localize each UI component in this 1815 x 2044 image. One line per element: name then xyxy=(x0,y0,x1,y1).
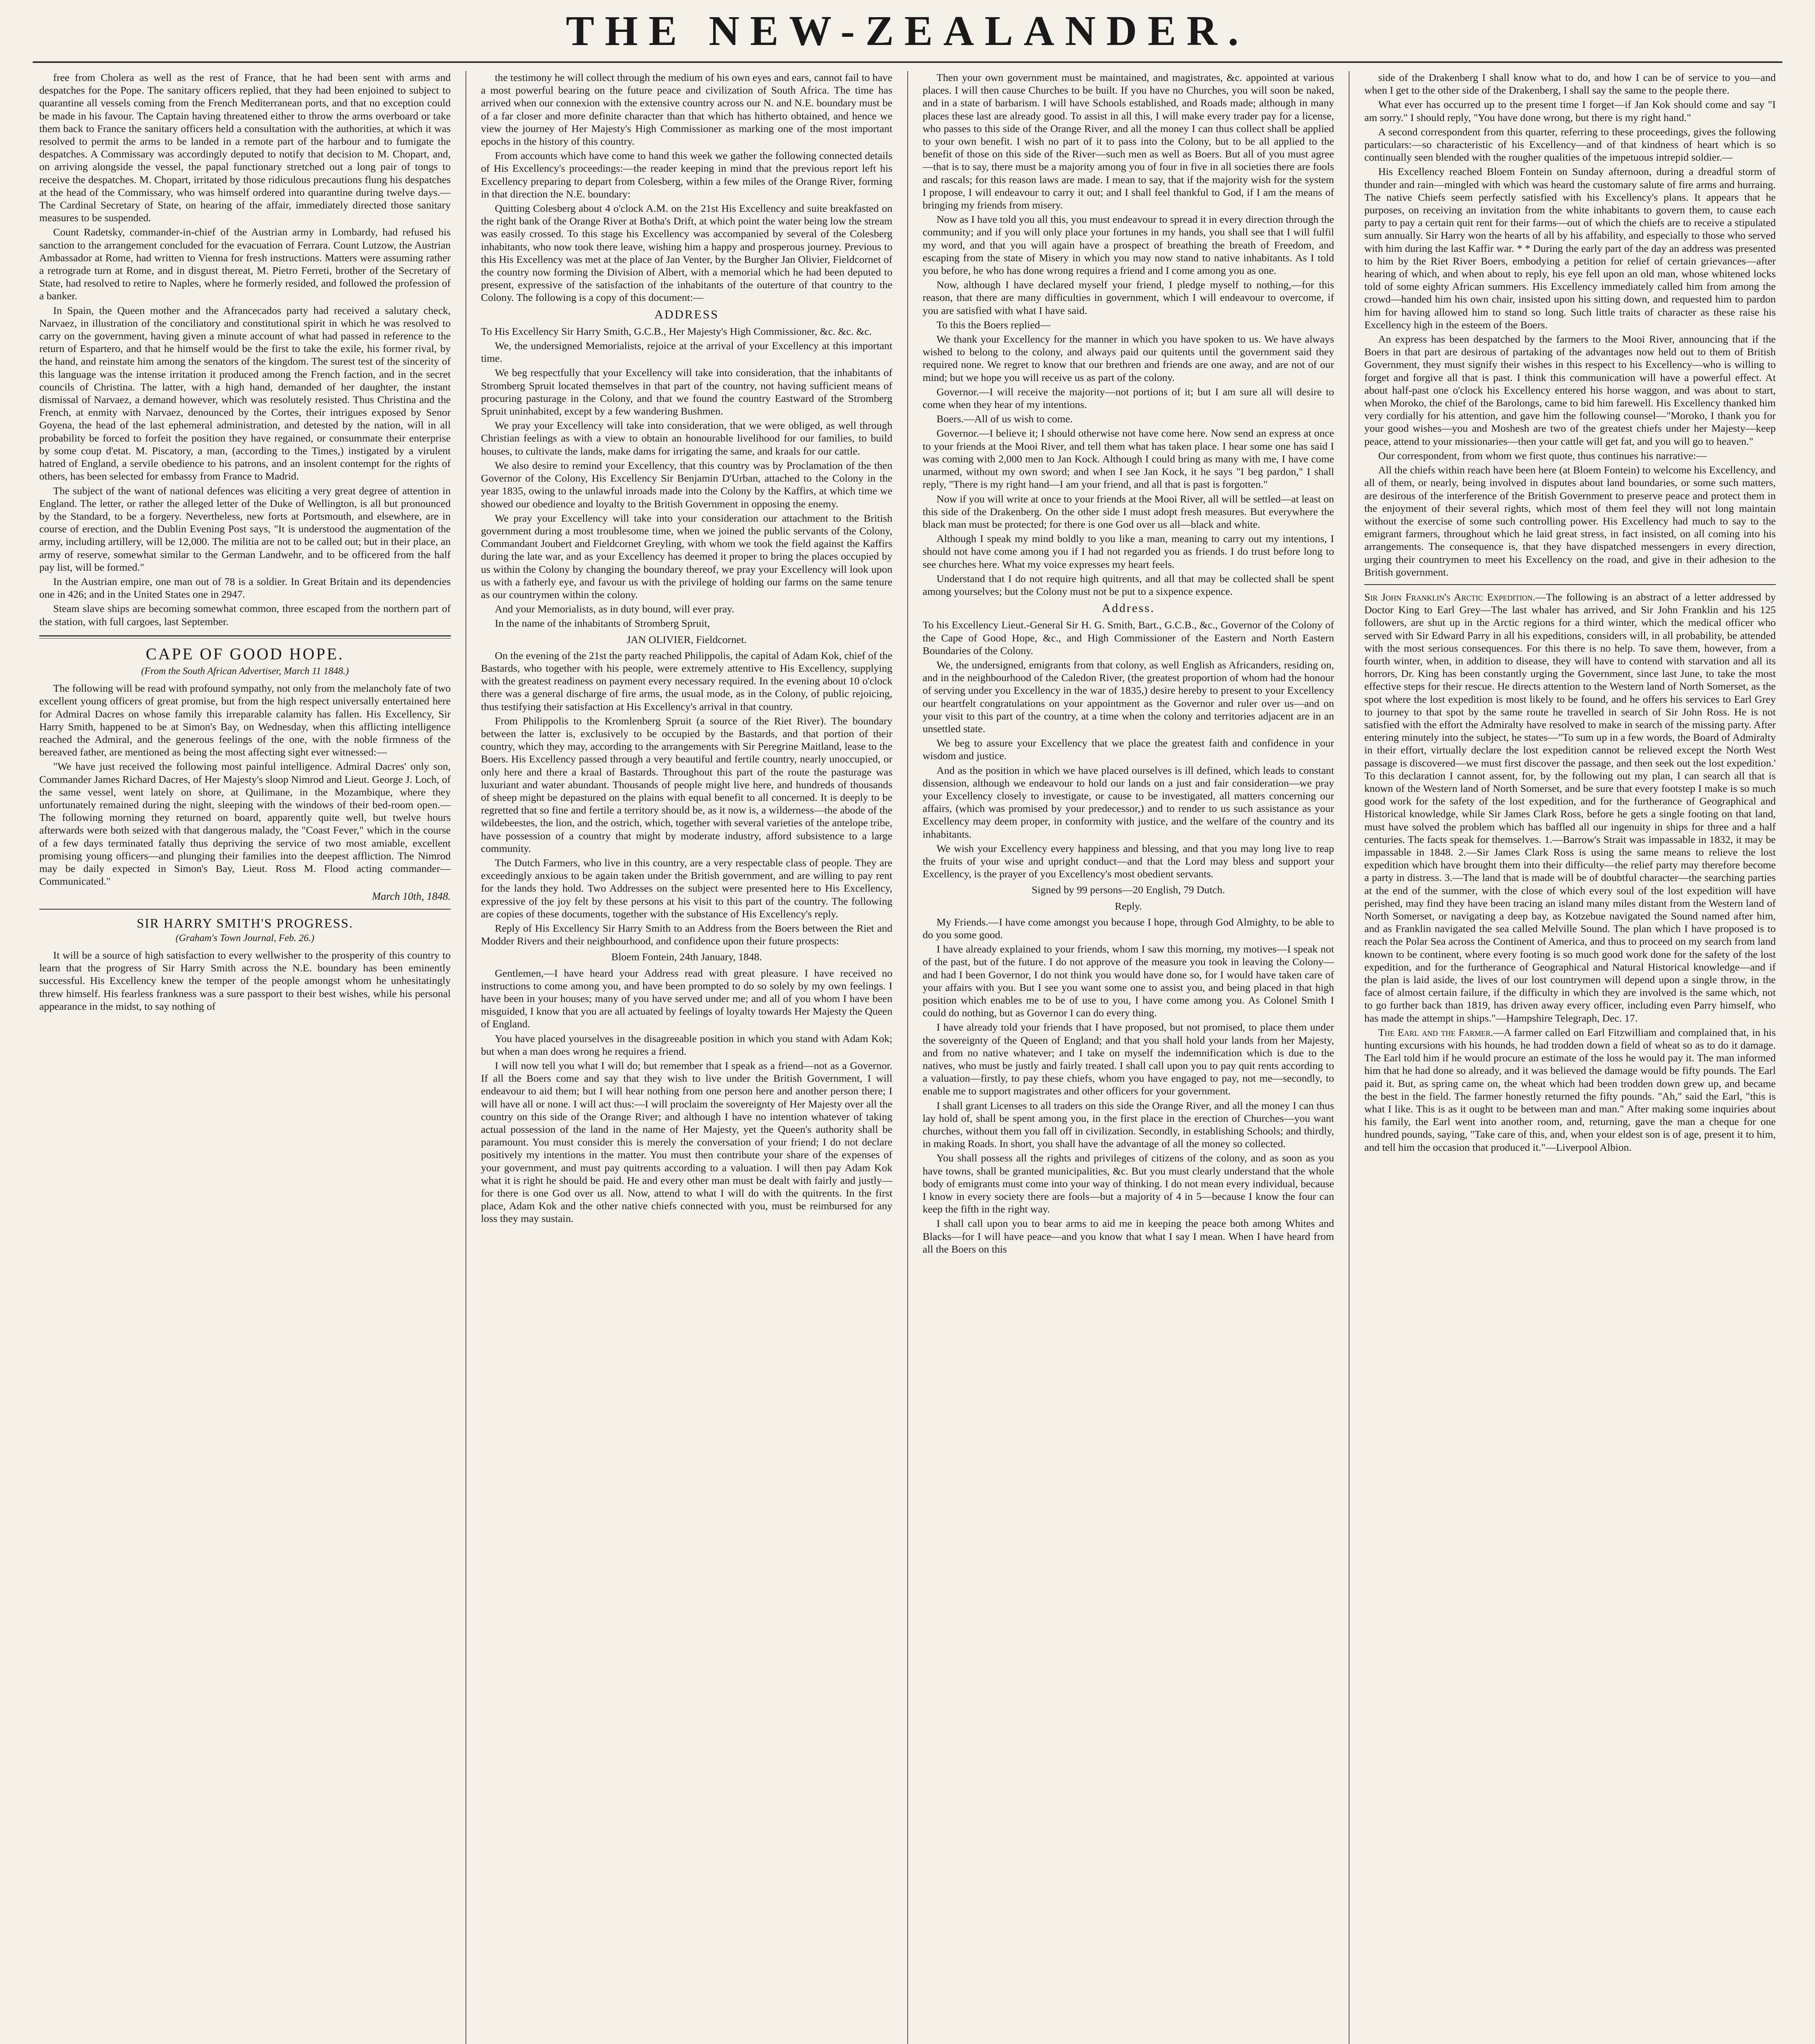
paragraph: We also desire to remind your Excellency, that this country was by Proclamation of the then Governor of the Colony, His Excellency Sir Benjamin D'Urban, attached to the Colony in the year 1835, owing to the unlawful inroads made into the Colony by the Kaffirs, at which time we showed our obedience and loyalty to the British Government in opposing the enemy. xyxy=(481,459,893,510)
paragraph: We pray your Excellency will take into your consideration our attachment to the British government during a most troublesome time, when we joined the public servants of the Colony, Commandant Joubert and Fieldcornet Greyling, with whom we took the field against the Kaffirs during the late war, and as your Excellency has deemed it proper to bring the places occupied by us within the Colony by changing the boundary thereof, we pray your Excellency will look upon us with a fatherly eye, and favour us with the privilege of holding our farms on the same tenure as our countrymen within the colony. xyxy=(481,512,893,601)
paragraph: We beg respectfully that your Excellency will take into consideration, that the inhabitants of Stromberg Spruit located themselves in that part of the country, not having sufficient means of procuring pasturage in the Colony, and that we found the country Eastward of the Stromberg Spruit uninhabited, except by a few wandering Bushmen. xyxy=(481,367,893,417)
paragraph: Our correspondent, from whom we first quote, thus continues his narrative:— xyxy=(1378,449,1707,462)
section-rule xyxy=(39,635,451,639)
article-rule-2 xyxy=(1364,584,1776,585)
paragraph: The Dutch Farmers, who live in this country, are a very respectable class of people. They are exceedingly anxious to be again taken under the British government, and are willing to pay rent for the lands they hold. Two Addresses on the subject were presented here to His Excellency, expressive of the joy felt by these persons at his visit to this part of the country. The following are copies of these documents, together with the substance of His Excellency's reply. xyxy=(481,856,893,920)
paragraph: the testimony he will collect through the medium of his own eyes and ears, cannot fail to have a most powerful bearing on the future peace and civilization of South Africa. The time has arrived when our connexion with the extensive country across our N. and N.E. boundary must be of a far closer and more definite character than that which has hitherto obtained, and hence we view the journey of Her Majesty's High Commissioner as marking one of the most important epochs in the history of this country. xyxy=(481,72,893,148)
paragraph: Gentlemen,—I have heard your Address read with great pleasure. I have received no instructions to come among you, and have been prompted to do so solely by my own feelings. I have been in your houses; many of you have served under me; and all of you whom I have been misguided, I know that you are all actuated by feelings of loyalty towards Her Majesty the Queen of England. xyxy=(481,967,893,1030)
paragraph: Quitting Colesberg about 4 o'clock A.M. on the 21st His Excellency and suite breakfasted on the right bank of the Orange River at Botha's Drift, at which point the water being low the stream was easily crossed. To this stage his Excellency was accompanied by several of the Colesberg inhabitants, who now took there leave, wishing him a happy and prosperous journey. Previous to this His Excellency was met at the place of Jan Venter, by the Burgher Jan Olivier, Fieldcornet of the country now forming the Division of Albert, with a memorial which he had been deputed to present, expressive of the satisfaction of the inhabitants of the outerture of that country to the Colony. The following is a copy of this document:— xyxy=(481,202,893,304)
paragraph: In the Austrian empire, one man out of 78 is a soldier. In Great Britain and its dependencies one in 426; and in the United States one in 2947. xyxy=(39,575,451,601)
paragraph: "We have just received the following most painful intelligence. Admiral Dacres' only son, Commander James Richard Dacres, of Her Majesty's sloop Nimrod and Lieut. George J. Loch, of the same vessel, went lately on shore, at Quilimane, in the Mozambique, where they unfortunately remained during the night, sleeping with the windows of their bed-room open.—The following morning they returned on board, apparently quite well, but twelve hours afterwards were both seized with that dangerous malady, the "Coast Fever," which in the course of a few days terminated fatally thus depriving the service of two most amiable, excellent promising young officers—and plunging their families into the deepest affliction. The Nimrod may be daily expected in Simon's Bay, Lieut. Ross M. Flood acting commander—Communicated." xyxy=(39,760,451,888)
paragraph: From accounts which have come to hand this week we gather the following connected details of His Excellency's proceedings:—the reader keeping in mind that the previous report left his Excellency preparing to depart from Colesberg, within a few miles of the Orange River, forming in that direction the N.E. boundary: xyxy=(481,150,893,200)
progress-heading: SIR HARRY SMITH'S PROGRESS. xyxy=(137,915,354,930)
cape-source: (From the South African Advertiser, March 11 1848.) xyxy=(141,666,349,677)
cape-date: March 10th, 1848. xyxy=(372,890,451,903)
progress-source: (Graham's Town Journal, Feb. 26.) xyxy=(175,932,315,944)
earl-article xyxy=(1364,1026,1776,1154)
paragraph: Steam slave ships are becoming somewhat common, three escaped from the northern part of the station, with full cargoes, last September. xyxy=(39,603,451,628)
reply-heading: Reply. xyxy=(1115,900,1142,912)
paragraph: The following will be read with profound sympathy, not only from the melancholy fate of two excellent young officers of great promise, but from the high respect universally entertained here for Admiral Dacres on whose family this irreparable calamity has fallen. His Excellency, Sir Harry Smith, happened to be at Simon's Bay, on Wednesday, when this afflicting intelligence reached the Admiral, and the generous feelings of the one, with the noble firmness of the bereaved father, are mentioned as being the most affecting sight ever witnessed:— xyxy=(39,682,451,758)
paragraph: And as the position in which we have placed ourselves is ill defined, which leads to constant dissension, although we endeavour to hold our lands on a just and fair consideration—we pray your Excellency closely to investigate, or cause to be investigated, all matters concerning our affairs, (which was promised by your predecessor,) and to render to us such assistance as your Excellency may deem proper, in conformity with justice, and the welfare of the country and its inhabitants. xyxy=(922,764,1334,840)
column2-body-2 xyxy=(481,649,893,948)
paragraph: On the evening of the 21st the party reached Philippolis, the capital of Adam Kok, chief of the Bastards, who together with his people, were extremely attentive to His Excellency, supplying with the greatest readiness on payment every necessary required. In the evening about 10 o'clock there was a general discharge of fire arms, the usual mode, as in the Colony, of public rejoicing, thus testifying their satisfaction at His Excellency's arrival in that country. xyxy=(481,649,893,713)
paragraph: We beg to assure your Excellency that we place the greatest faith and confidence in your wisdom and justice. xyxy=(922,737,1334,762)
paragraph: Understand that I do not require high quitrents, and all that may be collected shall be spent among yourselves; but the Colony must not be put to a sixpence expence. xyxy=(922,572,1334,597)
paragraph: I have already told your friends that I have proposed, but not promised, to place them under the sovereignty of the Queen of England; and that you shall hold your lands from her Majesty, and from no native whatever; and I take on myself the indemnification which is due to the natives, who must be justly and fairly treated. I shall call upon you to pay quit rents according to a valuation—firstly, to pay these chiefs, whom you have engaged to pay, not me—secondly, to enable me to support magistrates and other officers for your government. xyxy=(922,1021,1334,1097)
paragraph: It will be a source of high satisfaction to every wellwisher to the prosperity of this country to learn that the progress of Sir Harry Smith across the N.E. boundary has been eminently successful. His Excellency knew the temper of the people amongst whom he unhesitatingly threw himself. His fearless frankness was a sure passport to their best wishes, while his personal appearance in the midst, to say nothing of xyxy=(39,949,451,1012)
paragraph: I shall grant Licenses to all traders on this side the Orange River, and all the money I can thus lay hold of, shall be spent among you, in the first place in the erection of Churches—you want churches, without them you fall off in civilization. Secondly, in establishing Schools; and thirdly, in making Roads. In short, you shall have the advantage of all the money so collected. xyxy=(922,1099,1334,1150)
address2-signed: Signed by 99 persons—20 English, 79 Dutch. xyxy=(1032,884,1225,896)
cape-body xyxy=(39,682,451,888)
paragraph: All the chiefs within reach have been here (at Bloem Fontein) to welcome his Excellency, and all of them, or nearly, being involved in disputes about land boundaries, or some such matters, are desirous of the interference of the British Government to preserve peace and protect them in the enjoyment of their several rights, which most of them feel they will not long maintain without the exercise of some such controlling power. His Excellency had much to say to the emigrant farmers, throughout which he laid great stress, in fact insisted, on all coming into his arrangements. The consequence is, that they have dispatched messengers in every direction, urging their countrymen to meet his Excellency on the road, and give in their adhesion to the British government. xyxy=(1364,464,1776,578)
reply-body xyxy=(923,916,1334,1255)
paragraph: Governor.—I will receive the majority—not portions of it; but I am sure all will desire to come when they hear of my intentions. xyxy=(922,385,1334,411)
column2-body-3 xyxy=(481,967,893,1225)
column4-body xyxy=(1364,71,1776,578)
paragraph: A second correspondent from this quarter, referring to these proceedings, gives the following particulars:—so characteristic of his Excellency—and of that kindness of heart which is so continually seen blended with the rougher qualities of the impetuous intrepid soldier.— xyxy=(1364,126,1776,164)
paragraph: Although I speak my mind boldly to you like a man, meaning to carry out my intentions, I should not have come among you if I had not regarded you as friends. I do trust before long to see churches here. What my voice expresses my heart feels. xyxy=(922,533,1334,570)
paragraph: We, the undersigned, emigrants from that colony, as well English as Africanders, residing on, and in the neighbourhood of the Caledon River, (the greatest proportion of whom had the honour of serving under you Excellency in the war of 1835,) desire hereby to present to your Excellency our heartfelt congratulations on your appointment as the Governor and ruler over us—and on your visit to this part of the country, at a time when the colony and territories adjacent are in an unsettled state. xyxy=(922,659,1334,735)
paragraph: And your Memorialists, as in duty bound, will ever pray. xyxy=(495,603,734,615)
address-recipient: To His Excellency Sir Harry Smith, G.C.B., Her Majesty's High Commissioner, &c. &c. &c. xyxy=(481,325,872,337)
column1-body xyxy=(39,71,451,628)
paragraph: We wish your Excellency every happiness and blessing, and that you may long live to reap the fruits of your wise and upright conduct—and that the Lord may bless and support your Excellency, is the prayer of you Excellency's most obedient servants. xyxy=(922,842,1334,880)
progress-body xyxy=(39,949,451,1013)
paragraph: You shall possess all the rights and privileges of citizens of the colony, and as soon as you have towns, shall be granted municipalities, &c. But you must clearly understand that the whole body of emigrants must come into your way of thinking. I do not mean every individual, because I know in every society there are fools—but a majority of 4 in 5—because I know the four can keep the fifth in the right way. xyxy=(922,1152,1334,1215)
paragraph: I have already explained to your friends, whom I saw this morning, my motives—I speak not of the past, but of the future. I do not approve of the measure you took in leaving the Colony—and had I been Governor, I do not think you would have done so, for I would have taken care of your affairs with you. But I see you want some one to assist you, and being placed in that high position which enables me to be of use to you, I have come among you. As Colonel Smith I could do nothing, but as Governor I can do every thing. xyxy=(922,943,1334,1019)
franklin-heading: Sir John Franklin's Arctic Expedition. xyxy=(1364,591,1535,603)
address2-title: Address. xyxy=(1101,601,1155,615)
earl-heading: The Earl and the Farmer. xyxy=(1378,1026,1493,1038)
columns xyxy=(25,71,1790,2044)
article-rule xyxy=(39,909,451,910)
paragraph: Count Radetsky, commander-in-chief of the Austrian army in Lombardy, had refused his sanction to the arrangement concluded for the evacuation of Ferrara. Count Lutzow, the Austrian Ambassador at Rome, had written to Vienna for fresh instructions. Matters were assuming rather a retrograde turn at Rome, and in disgust thereat, M. Pietro Ferreti, brother of the Secretary of State, had resolved to retire to Naples, where he formerly resided, and followed the profession of a banker. xyxy=(39,226,451,302)
paragraph: From Philippolis to the Kromlenberg Spruit (a source of the Riet River). The boundary between the latter is, exclusively to be occupied by the Bastards, and that portion of their country, which they may, according to the arrangements with Sir Peregrine Maitland, lease to the Boers. His Excellency passed through a very beautiful and fertile country, nearly unoccupied, or only here and there a kraal of Bastards. Throughout this part of the route the pasturage was luxuriant and water abundant. Thousands of people might live here, and hundreds of thousands of sheep might be depastured on the plains with equal benefit to all concerned. It is deeply to be regretted that so fine and fertile a territory should be, as it now is, a wilderness—the abode of the wildebeestes, the lion, and the ostrich, which, together with several varieties of the antelope tribe, have possession of a country that might by moderate industry, afford subsistence to a large community. xyxy=(481,715,893,854)
cape-heading: CAPE OF GOOD HOPE. xyxy=(145,644,345,663)
paragraph: My Friends.—I have come amongst you because I hope, through God Almighty, to be able to do you some good. xyxy=(922,916,1334,941)
address-signature: JAN OLIVIER, Fieldcornet. xyxy=(627,633,747,645)
franklin-text: —The following is an abstract of a letter addressed by Doctor King to Earl Grey—The last whaler has arrived, and Sir John Franklin and his 125 followers, are shut up in the Arctic regions for a third winter, which the medical officer who served with Sir Edward Parry in all his expeditions, considers will, in all probability, be attended with the most serious consequences. For this there is no help. To save them, however, from a fourth winter, when, in addition to disease, they will have to contend with starvation and all its horrors, Dr. King has been constantly urging the Government, since last June, to take the most effective steps for their rescue. He directs attention to the Western land of North Somerset, as the spot where the lost expedition is most likely to be found, and he offers his services to Earl Grey to journey to that spot by the same route he travelled in search of Sir John Ross. He is not satisfied with the effort the Admiralty have resolved to make in search of the missing party. After entering minutely into the subject, he states—"To sum up in a few words, the Board of Admiralty in their effort, virtually declare the lost expedition cannot be relieved except the North West passage is discovered—we must first discover the passage, and then seek out the lost expedition.' To this declaration I cannot assent, for, by the following out my plan, I can search all that is known of the Western land of North Somerset, and be sure that every footstep I make is so much good work for the safety of the lost expedition, and for the furtherance of Geographical and Historical knowledge, while Sir James Clark Ross, before he gets a single footing on that land, must have solved the problem which has baffled all our ingenuity in ships for three and a half centuries. The facts speak for themselves. 1.—Barrow's Strait was impassable in 1832, it may be impassable in 1848. 2.—Sir James Clark Ross is using the same means to relieve the lost expedition which have brought them into their difficulty—the relief party may therefore become a party in distress. 3.—The land that is made will be of doubtful character—the searching parties at the end of the summer, with the close of which every soul of the lost expedition will have perished, may find they have been tracing an island many miles distant from the Western land of North Somerset, or navigating a deep bay, as Kotzebue navigated the Sound named after him, and as Franklin navigated the sea called Melville Sound. The plan which I have proposed is to reach the Polar Sea across the Continent of America, and thus to proceed on my search from land known to be continent, where every footing is so much good work done for the safety of the lost expedition, and for the furtherance of Geographical and Natural Historical knowledge—and if the plan is laid aside, the lives of our lost countrymen will depend upon a single throw, in the face of almost certain failure, if the difficulty in which they are involved is the same which, not to go further back than 1819, has driven away every officer, including even Parry himself, who has made the attempt in ships."—Hampshire Telegraph, Dec. 17. xyxy=(1364,591,1776,1024)
paragraph: I shall call upon you to bear arms to aid me in keeping the peace both among Whites and Blacks—for I will have peace—and you know that what I say I mean. When I have heard from all the Boers on this xyxy=(922,1217,1334,1255)
paragraph: We pray your Excellency will take into consideration, that we were obliged, as well through Christian feelings as with a view to obtain an honourable livelihood for our families, to build houses, to cultivate the lands, make dams for irrigating the same, and kraals for our cattle. xyxy=(481,419,893,457)
address-title: ADDRESS xyxy=(654,307,719,321)
column3-body xyxy=(923,71,1334,598)
masthead-title: THE NEW-ZEALANDER. xyxy=(566,7,1249,54)
paragraph: An express has been despatched by the farmers to the Mooi River, announcing that if the Boers in that part are desirous of partaking of the advantages now held out to them of British Government, they must signify their wishes in this respect to his Excellency—who is willing to forget and forgive all that is past. I think this communication will have a powerful effect. At about half-past one o'clock his Excellency entered his horse waggon, and was about to start, when Moroko, the chief of the Barolongs, came to bid him farewell. His Excellency thanked him very cordially for his attention, and gave him the following counsel—"Moroko, I thank you for your good wishes—you and Moshesh are two of the greatest chiefs under her Majesty—keep peace, attend to your missionaries—then your cattle will get fat, and you will go to heaven." xyxy=(1364,333,1776,447)
column-4 xyxy=(1350,71,1790,2044)
earl-text: —A farmer called on Earl Fitzwilliam and complained that, in his hunting excursions with his hounds, he had trodden down a field of wheat so as to do it damage. The Earl told him if he would procure an estimate of the loss he would pay it. The man informed him that he had done so already, and it was believed the damage would be fifty pounds. The Earl paid it. But, as spring came on, the wheat which had been trodden down grew up, and became the best in the field. The farmer honestly returned the fifty pounds. "Ah," said the Earl, "this is what I like. This is as it ought to be between man and man." After making some inquiries about his family, the Earl went into another room, and, returning, gave the man a cheque for one hundred pounds, saying, "Take care of this, and, when your eldest son is of age, present it to him, and tell him the occasion that produced it."—Liverpool Albion. xyxy=(1364,1026,1776,1153)
paragraph: In the name of the inhabitants of Stromberg Spruit, xyxy=(495,617,710,630)
paragraph: I will now tell you what I will do; but remember that I speak as a friend—not as a Governor. If all the Boers come and say that they wish to live under the British Government, I will endeavour to aid them; but I will hear nothing from one person here and another person there; I will have all or none. I will act thus:—I will proclaim the sovereignty of Her Majesty over all the country on this side of the Orange River; and although I have no intention whatever of taking actual possession of the land in the name of Her Majesty, yet the Queen's authority shall be paramount. You must consider this is merely the conversation of your friend; I do not declare positively my intentions in the matter. You must then contribute your share of the expenses of your government, and must pay quitrents according to a valuation. I will then pay Adam Kok what it is right he should be paid. He and every other man must be dealt with fairly and justly—for there is one God over us all. Now, attend to what I will do with the quitrents. In the first place, Adam Kok and the other native chiefs connected with you, must be reimbursed for any loss they may sustain. xyxy=(481,1060,893,1225)
paragraph: In Spain, the Queen mother and the Afrancecados party had received a salutary check, Narvaez, in illustration of the conciliatory and constitutional spirit in which he was resolved to carry on the government, having given a minute account of what had passed in reference to the return of Espartero, and that he himself would be the first to take the exile, his former rival, by the hand, and reinstate him among the senators of the kingdom. The surest test of the sincerity of this language was the intense irritation it produced among the French faction, and in the secret councils of Christina. The latter, with a high hand, demanded of her daughter, the instant dismissal of Narvaez, a demand however, which was resolutely resisted. Thus Christina and the French, at enmity with Narvaez, denounced by the Cortes, their intrigues exposed by Senor Goyena, the head of the last ephemeral administration, and detested by the nation, will in all probability be forced to forfeit the position they have regained, or consummate their enterprise by some coup d'etat. M. Piscatory, a man, (according to the Times,) instigated by a virulent hatred of England, a servile obedience to his patrons, and an insolent contempt for the rights of others, has been selected for embassy from France to Madrid. xyxy=(39,304,451,482)
paragraph: Governor.—I believe it; I should otherwise not have come here. Now send an express at once to your friends at the Mooi River, and tell them what has taken place. I hear some one has said I was coming with 2,000 men to Jan Kock. Although I could bring as many with me, I have come unarmed, without my own sword; and when I see Jan Kock, it he says "I beg pardon," I shall reply, "There is my right hand—I am your friend, and all that is past is forgotten." xyxy=(922,427,1334,491)
paragraph: We, the undersigned Memorialists, rejoice at the arrival of your Excellency at this important time. xyxy=(481,340,893,365)
address-body xyxy=(481,339,893,630)
paragraph: We thank your Excellency for the manner in which you have spoken to us. We have always wished to belong to the colony, and always paid our quitents until the government said they required none. We regret to know that our brethren and friends are one away, and are not of our mind; but we hope you will receive us as part of the colony. xyxy=(922,333,1334,383)
paragraph: Now if you will write at once to your friends at the Mooi River, all will be settled—at least on this side of the Drakenberg. On the other side I must adopt fresh measures. But everywhere the black man must be protected; for there is one God over us all—black and white. xyxy=(922,493,1334,530)
column2-body xyxy=(481,71,893,304)
paragraph: Now, although I have declared myself your friend, I pledge myself to nothing,—for this reason, that there are many difficulties in government, which I will endeavour to overcome, if you are satisfied with what I have said. xyxy=(922,279,1334,316)
paragraph: Then your own government must be maintained, and magistrates, &c. appointed at various places. I will then cause Churches to be built. If you have no Churches, you will soon be naked, and in a state of barbarism. I will have Schools established, and Roads made; although in many places these last are already good. To assist in all this, I will make every trader pay for a license, who passes to this side of the Orange River, and all the money I can thus collect shall be applied to your own benefit. I wish no part of it to pass into the Colony, but to be all applied to the benefit of those on this side of the River—such men as well as Boers. But all of you must agree—that is to say, there must be a majority among you of four in five in all societies there are fools and rascals; for this reason laws are made. I mean to say, that if the majority wish for the system I propose, I will endeavour to carry it out; and I shall feel thankful to God, if I am the means of bringing my friends from misery. xyxy=(922,72,1334,211)
franklin-article xyxy=(1364,591,1776,1024)
column-2 xyxy=(466,71,908,2044)
paragraph: side of the Drakenberg I shall know what to do, and how I can be of service to you—and when I get to the other side of the Drakenberg, I shall say the same to the people there. xyxy=(1364,72,1776,96)
paragraph: His Excellency reached Bloem Fontein on Sunday afternoon, during a dreadful storm of thunder and rain—mingled with which was heard the customary salute of fire arms and hurraing. The native Chiefs seem perfectly satisfied with his Excellency's plans. It appears that he purposes, on receiving an invitation from the white inhabitants to govern them, to cause each party to pay a certain quit rent for their farms—out of which the chiefs are to receive a stipulated sum annually. Sir Harry won the hearts of all by his affability, and especially to those who served with him during the last Kaffir war. * * During the early part of the day an address was presented to him by the Riet River Boers, embodying a petition for relief of certain grievances—after hearing of which, and when about to reply, his eye fell upon an old man, whose whitened locks told of some eighty African summers. His Excellency immediately called him from among the crowd—handed him his own chair, insisted upon his sitting down, and requested him to pardon him for having allowed him to stand so long. Such little traits of character as these raise his Excellency high in the esteem of the Boers. xyxy=(1364,166,1776,331)
column-1 xyxy=(25,71,466,2044)
paragraph: Boers.—All of us wish to come. xyxy=(936,413,1073,425)
column-3 xyxy=(908,71,1350,2044)
paragraph: The subject of the want of national defences was eliciting a very great degree of attention in England. The letter, or rather the alleged letter of the Duke of Wellington, is all but pronounced by the Standard, to be a forgery. Nevertheless, new forts at Portsmouth, and elsewhere, are in course of erection, and the Dublin Evening Post says, "It is understood the augmentation of the army, including artillery, will be 12,000. The militia are not to be called out; but in their place, an army of reserve, somewhat similar to the German Landwehr, and to be officered from the half pay list, will be formed." xyxy=(39,484,451,573)
paragraph: Now as I have told you all this, you must endeavour to spread it in every direction through the community; and if you will only place your fortunes in my hands, you shall see that I will fulfil my word, and that you will again have a prospect of breathing the breath of Freedom, and escaping from the state of Misery in which you may now stand to native inhabitants. As I told you before, he who has done wrong requires a friend and I come among you as one. xyxy=(922,213,1334,277)
address2-body xyxy=(923,659,1334,880)
paragraph: Reply of His Excellency Sir Harry Smith to an Address from the Boers between the Riet and Modder Rivers and their neighbourhood, and confidence upon their future prospects: xyxy=(481,922,893,947)
paragraph: You have placed yourselves in the disagreeable position in which you stand with Adam Kok; but when a man does wrong he requires a friend. xyxy=(481,1032,893,1057)
masthead xyxy=(33,0,1782,63)
paragraph: What ever has occurred up to the present time I forget—if Jan Kok should come and say "I am sorry." I should reply, "You have done wrong, but there is my right hand." xyxy=(1364,99,1776,123)
paragraph: free from Cholera as well as the rest of France, that he had been sent with arms and despatches for the Pope. The sanitary officers replied, that they had been enjoined to subject to quarantine all vessels coming from the French Mediterranean ports, and that no exception could be made in his favour. The Captain having threatened either to throw the arms overboard or take them back to France the sanitary officers held a consultation with the authorities, at which it was resolved to permit the arms to be landed in a remote part of the harbour and to fumigate the despatches. A Commissary was accordingly deputed to notify that decision to M. Chopart, and, on arriving alongside the vessel, the papal functionary stretched out a long pair of tongs to receive the despatches. M. Chopart, irritated by those ridiculous precautions flung his despatches at the head of the Commissary, who was himself ordered into quarantine during twelve days.—The Cardinal Secretary of State, on hearing of the affair, immediately directed those sanitary measures to be suspended. xyxy=(39,72,451,224)
address2-recipient: To his Excellency Lieut.-General Sir H. G. Smith, Bart., G.C.B., &c., Governor of the Colony of the Cape of Good Hope, &c., and High Commissioner of the Eastern and North Eastern Boundaries of the Colony. xyxy=(922,619,1334,657)
bloem-dateline: Bloem Fontein, 24th January, 1848. xyxy=(611,951,762,963)
paragraph: To this the Boers replied— xyxy=(936,318,1051,331)
